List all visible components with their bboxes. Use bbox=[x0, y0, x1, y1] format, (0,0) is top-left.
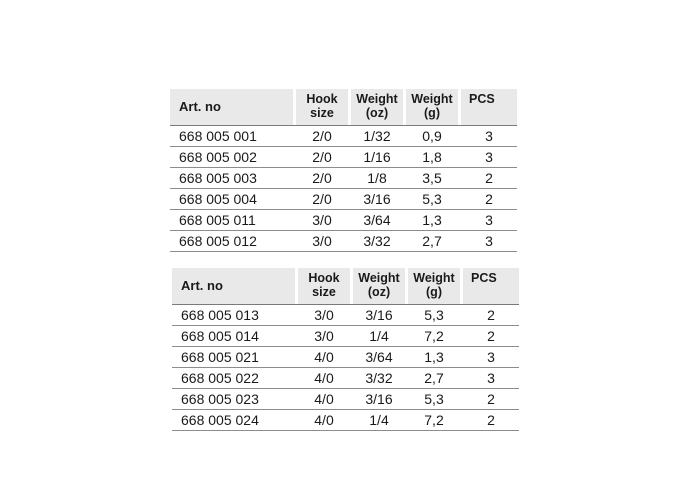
header-weight-oz-line-2: (oz) bbox=[367, 285, 391, 299]
header-weight-g-line-1: Weight bbox=[413, 271, 455, 285]
cell-pcs: 3 bbox=[461, 210, 517, 231]
cell-weight-g: 1,3 bbox=[406, 210, 458, 231]
header-art-no: Art. no bbox=[172, 268, 295, 305]
header-row bbox=[170, 89, 517, 126]
header-hook-size-line-2: size bbox=[312, 285, 336, 299]
cell-pcs: 2 bbox=[461, 189, 517, 210]
cell-art-no: 668 005 003 bbox=[170, 168, 293, 189]
table-header bbox=[170, 89, 517, 126]
cell-art-no: 668 005 021 bbox=[172, 347, 295, 368]
table-row bbox=[172, 326, 519, 347]
cell-art-no: 668 005 014 bbox=[172, 326, 295, 347]
cell-pcs: 2 bbox=[463, 389, 519, 410]
table-body bbox=[172, 305, 519, 431]
cell-hook-size: 4/0 bbox=[298, 389, 350, 410]
table-row bbox=[172, 368, 519, 389]
cell-weight-oz: 3/16 bbox=[353, 305, 405, 326]
cell-art-no: 668 005 001 bbox=[170, 126, 293, 147]
cell-art-no: 668 005 024 bbox=[172, 410, 295, 431]
cell-pcs: 3 bbox=[463, 368, 519, 389]
header-weight-oz-line-2: (oz) bbox=[365, 106, 389, 120]
cell-weight-oz: 3/64 bbox=[353, 347, 405, 368]
cell-weight-g: 2,7 bbox=[408, 368, 460, 389]
cell-pcs: 2 bbox=[463, 326, 519, 347]
table-header bbox=[172, 268, 519, 305]
cell-hook-size: 3/0 bbox=[296, 231, 348, 252]
header-row bbox=[172, 268, 519, 305]
table-body bbox=[170, 126, 517, 252]
table-row bbox=[170, 147, 517, 168]
header-weight-g-line-2: (g) bbox=[424, 106, 440, 120]
cell-pcs: 3 bbox=[461, 126, 517, 147]
header-hook-size-line-1: Hook bbox=[306, 92, 338, 106]
cell-weight-oz: 1/16 bbox=[351, 147, 403, 168]
header-weight-oz-line-1: Weight bbox=[358, 271, 400, 285]
cell-art-no: 668 005 012 bbox=[170, 231, 293, 252]
cell-hook-size: 3/0 bbox=[298, 326, 350, 347]
table-row bbox=[172, 305, 519, 326]
cell-art-no: 668 005 023 bbox=[172, 389, 295, 410]
cell-weight-oz: 1/8 bbox=[351, 168, 403, 189]
header-pcs: PCS bbox=[463, 268, 519, 305]
header-art-no: Art. no bbox=[170, 89, 293, 126]
cell-hook-size: 3/0 bbox=[296, 210, 348, 231]
cell-weight-g: 1,3 bbox=[408, 347, 460, 368]
product-table-2 bbox=[172, 268, 519, 431]
cell-weight-g: 0,9 bbox=[406, 126, 458, 147]
header-weight-g bbox=[408, 268, 460, 305]
header-hook-size-line-2: size bbox=[310, 106, 334, 120]
header-weight-g-line-1: Weight bbox=[411, 92, 453, 106]
cell-pcs: 2 bbox=[461, 168, 517, 189]
cell-art-no: 668 005 002 bbox=[170, 147, 293, 168]
cell-hook-size: 3/0 bbox=[298, 305, 350, 326]
header-hook-size bbox=[298, 268, 350, 305]
cell-weight-oz: 1/32 bbox=[351, 126, 403, 147]
cell-hook-size: 4/0 bbox=[298, 368, 350, 389]
cell-weight-oz: 3/16 bbox=[353, 389, 405, 410]
cell-pcs: 2 bbox=[463, 305, 519, 326]
cell-pcs: 2 bbox=[463, 410, 519, 431]
cell-weight-oz: 3/16 bbox=[351, 189, 403, 210]
table-row bbox=[170, 231, 517, 252]
table-row bbox=[170, 210, 517, 231]
cell-pcs: 3 bbox=[463, 347, 519, 368]
cell-weight-oz: 3/32 bbox=[351, 231, 403, 252]
cell-art-no: 668 005 004 bbox=[170, 189, 293, 210]
header-weight-oz bbox=[353, 268, 405, 305]
cell-weight-g: 7,2 bbox=[408, 326, 460, 347]
cell-weight-oz: 1/4 bbox=[353, 410, 405, 431]
table-row bbox=[170, 168, 517, 189]
cell-weight-g: 2,7 bbox=[406, 231, 458, 252]
cell-weight-g: 5,3 bbox=[408, 389, 460, 410]
header-weight-oz-line-1: Weight bbox=[356, 92, 398, 106]
cell-hook-size: 2/0 bbox=[296, 168, 348, 189]
header-hook-size bbox=[296, 89, 348, 126]
cell-hook-size: 4/0 bbox=[298, 410, 350, 431]
cell-weight-oz: 3/64 bbox=[351, 210, 403, 231]
table-row bbox=[172, 410, 519, 431]
cell-weight-oz: 3/32 bbox=[353, 368, 405, 389]
cell-art-no: 668 005 013 bbox=[172, 305, 295, 326]
cell-hook-size: 2/0 bbox=[296, 189, 348, 210]
cell-weight-g: 3,5 bbox=[406, 168, 458, 189]
table-row bbox=[170, 126, 517, 147]
table-row bbox=[170, 189, 517, 210]
cell-weight-oz: 1/4 bbox=[353, 326, 405, 347]
table-row bbox=[172, 347, 519, 368]
cell-weight-g: 5,3 bbox=[406, 189, 458, 210]
header-weight-oz bbox=[351, 89, 403, 126]
table-row bbox=[172, 389, 519, 410]
header-pcs: PCS bbox=[461, 89, 517, 126]
cell-weight-g: 5,3 bbox=[408, 305, 460, 326]
cell-art-no: 668 005 022 bbox=[172, 368, 295, 389]
cell-hook-size: 4/0 bbox=[298, 347, 350, 368]
cell-hook-size: 2/0 bbox=[296, 147, 348, 168]
cell-pcs: 3 bbox=[461, 231, 517, 252]
header-weight-g-line-2: (g) bbox=[426, 285, 442, 299]
cell-weight-g: 1,8 bbox=[406, 147, 458, 168]
cell-art-no: 668 005 011 bbox=[170, 210, 293, 231]
header-hook-size-line-1: Hook bbox=[308, 271, 340, 285]
cell-pcs: 3 bbox=[461, 147, 517, 168]
cell-weight-g: 7,2 bbox=[408, 410, 460, 431]
product-table-1 bbox=[170, 89, 517, 252]
header-weight-g bbox=[406, 89, 458, 126]
cell-hook-size: 2/0 bbox=[296, 126, 348, 147]
